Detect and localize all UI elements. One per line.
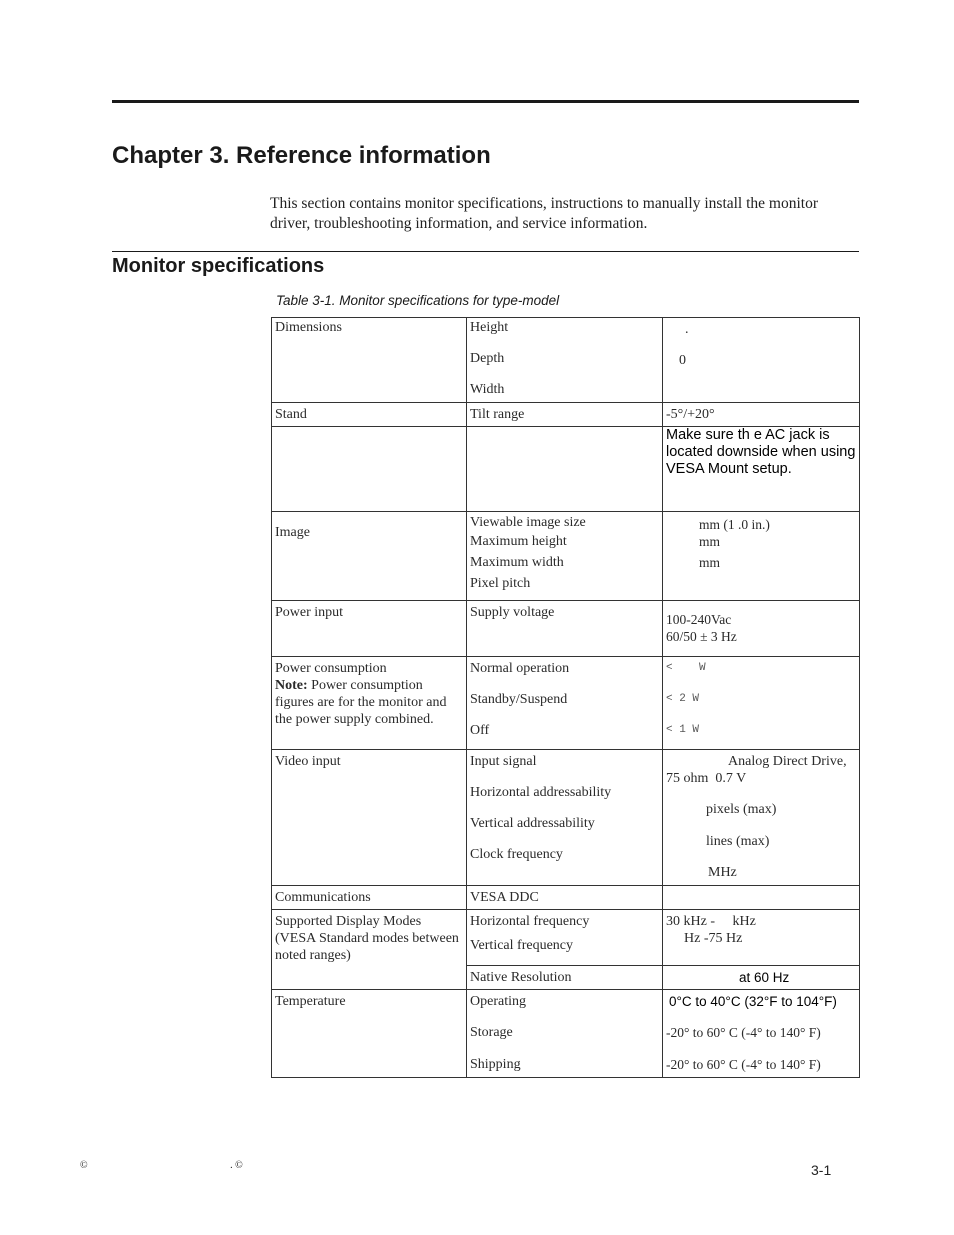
- standby-label: Standby/Suspend: [470, 692, 568, 707]
- standby-value: < 2 W: [666, 693, 700, 705]
- pixel-pitch-label: Pixel pitch: [470, 576, 531, 591]
- video-input-values: [663, 750, 860, 886]
- h-addressability-value: pixels (max): [706, 802, 777, 817]
- power-input-values: [663, 601, 860, 657]
- vesa-ddc-label: VESA DDC: [467, 886, 663, 910]
- input-signal-label: Input signal: [470, 754, 537, 769]
- row-vesa: [272, 427, 860, 512]
- dimensions-label: Dimensions: [272, 318, 467, 403]
- operating-value: 0°C to 40°C (32°F to 104°F): [669, 994, 837, 1009]
- tilt-label: Tilt range: [467, 403, 663, 427]
- v-addressability-label: Vertical addressability: [470, 816, 595, 831]
- max-height-value: mm: [699, 534, 721, 549]
- row-power-consumption: [272, 657, 860, 750]
- row-power-input: [272, 601, 860, 657]
- power-input-label: Power input: [272, 601, 467, 657]
- row-dimensions: [272, 318, 860, 403]
- dimensions-props: [467, 318, 663, 403]
- viewable-label: Viewable image size: [470, 515, 586, 530]
- section-title: Monitor specifications: [112, 255, 325, 277]
- table-caption: Table 3-1. Monitor specifications for type-model: [276, 293, 560, 308]
- vesa-ddc-value: [663, 886, 860, 910]
- row-video-input: [272, 750, 860, 886]
- storage-label: Storage: [470, 1025, 513, 1040]
- image-values: [663, 512, 860, 601]
- tilt-value: -5°/+20°: [663, 403, 860, 427]
- voltage-value: 100-240Vac: [666, 612, 732, 627]
- width-label: Width: [470, 382, 505, 397]
- row-communications: [272, 886, 860, 910]
- native-resolution-label: Native Resolution: [467, 966, 663, 990]
- off-label: Off: [470, 723, 490, 738]
- viewable-value: mm (1 .0 in.): [699, 517, 770, 532]
- clock-frequency-value: MHz: [708, 865, 737, 880]
- image-label: Image: [272, 512, 467, 601]
- power-consumption-label: Power consumption: [275, 661, 387, 676]
- copyright-symbol-1: ©: [80, 1160, 88, 1171]
- max-height-label: Maximum height: [470, 534, 567, 549]
- height-label: Height: [470, 320, 509, 335]
- note-label: Note:: [275, 678, 308, 693]
- stand-label: Stand: [272, 403, 467, 427]
- storage-value: -20° to 60° C (-4° to 140° F): [666, 1025, 821, 1040]
- clock-frequency-label: Clock frequency: [470, 847, 563, 862]
- communications-label: Communications: [272, 886, 467, 910]
- max-width-label: Maximum width: [470, 555, 564, 570]
- temperature-values: [663, 990, 860, 1078]
- h-addressability-label: Horizontal addressability: [470, 785, 612, 800]
- native-resolution-value: at 60 Hz: [663, 966, 860, 990]
- dimensions-values: [663, 318, 860, 403]
- intro-paragraph: This section contains monitor specifications, instructions to manually install the monitor driver, troubleshooting information, and service information.: [270, 195, 819, 232]
- power-consumption-values: [663, 657, 860, 750]
- image-props: [467, 512, 663, 601]
- spec-table: [271, 317, 860, 1078]
- vesa-note: Make sure th e AC jack is located downside when using VESA Mount setup.: [663, 427, 860, 512]
- operating-label: Operating: [470, 994, 526, 1009]
- normal-operation-value: < W: [666, 662, 706, 674]
- top-rule: [112, 100, 859, 103]
- input-signal-value-1: Analog Direct Drive,: [728, 754, 847, 769]
- row-display-modes: [272, 910, 860, 966]
- row-image: [272, 512, 860, 601]
- max-width-value: mm: [699, 555, 721, 570]
- power-consumption-props: [467, 657, 663, 750]
- off-value: < 1 W: [666, 724, 700, 736]
- depth-value: 0: [679, 353, 686, 368]
- page-number: 3-1: [811, 1162, 832, 1178]
- normal-operation-label: Normal operation: [470, 661, 570, 676]
- temperature-label: Temperature: [272, 990, 467, 1078]
- h-frequency-value: 30 kHz - kHz: [666, 914, 756, 929]
- shipping-label: Shipping: [470, 1057, 521, 1072]
- input-signal-value-2: 75 ohm 0.7 V: [666, 771, 747, 786]
- row-temperature: [272, 990, 860, 1078]
- copyright-symbol-2: . ©: [230, 1160, 243, 1171]
- frequency-values: [663, 910, 860, 966]
- copyright-footer: [80, 1160, 243, 1171]
- video-input-label: Video input: [272, 750, 467, 886]
- temperature-props: [467, 990, 663, 1078]
- v-addressability-value: lines (max): [706, 834, 770, 849]
- frequency-props: [467, 910, 663, 966]
- frequency-value: 60/50 ± 3 Hz: [666, 629, 737, 644]
- h-frequency-label: Horizontal frequency: [470, 914, 590, 929]
- power-note: [275, 677, 463, 728]
- video-input-props: [467, 750, 663, 886]
- height-value: .: [685, 322, 689, 337]
- chapter-title: Chapter 3. Reference information: [112, 142, 491, 169]
- v-frequency-label: Vertical frequency: [470, 938, 573, 953]
- shipping-value: -20° to 60° C (-4° to 140° F): [666, 1057, 821, 1072]
- vesa-empty-2: [467, 427, 663, 512]
- row-stand: [272, 403, 860, 427]
- v-frequency-value: Hz -75 Hz: [684, 931, 743, 946]
- vesa-empty-1: [272, 427, 467, 512]
- depth-label: Depth: [470, 351, 505, 366]
- section-rule: [112, 251, 859, 252]
- note-text: Power consumption figures are for the monitor and the power supply combined.: [275, 678, 447, 727]
- supply-voltage-label: Supply voltage: [467, 601, 663, 657]
- power-consumption-cell: [272, 657, 467, 750]
- display-modes-label: Supported Display Modes (VESA Standard modes between noted ranges): [272, 910, 467, 990]
